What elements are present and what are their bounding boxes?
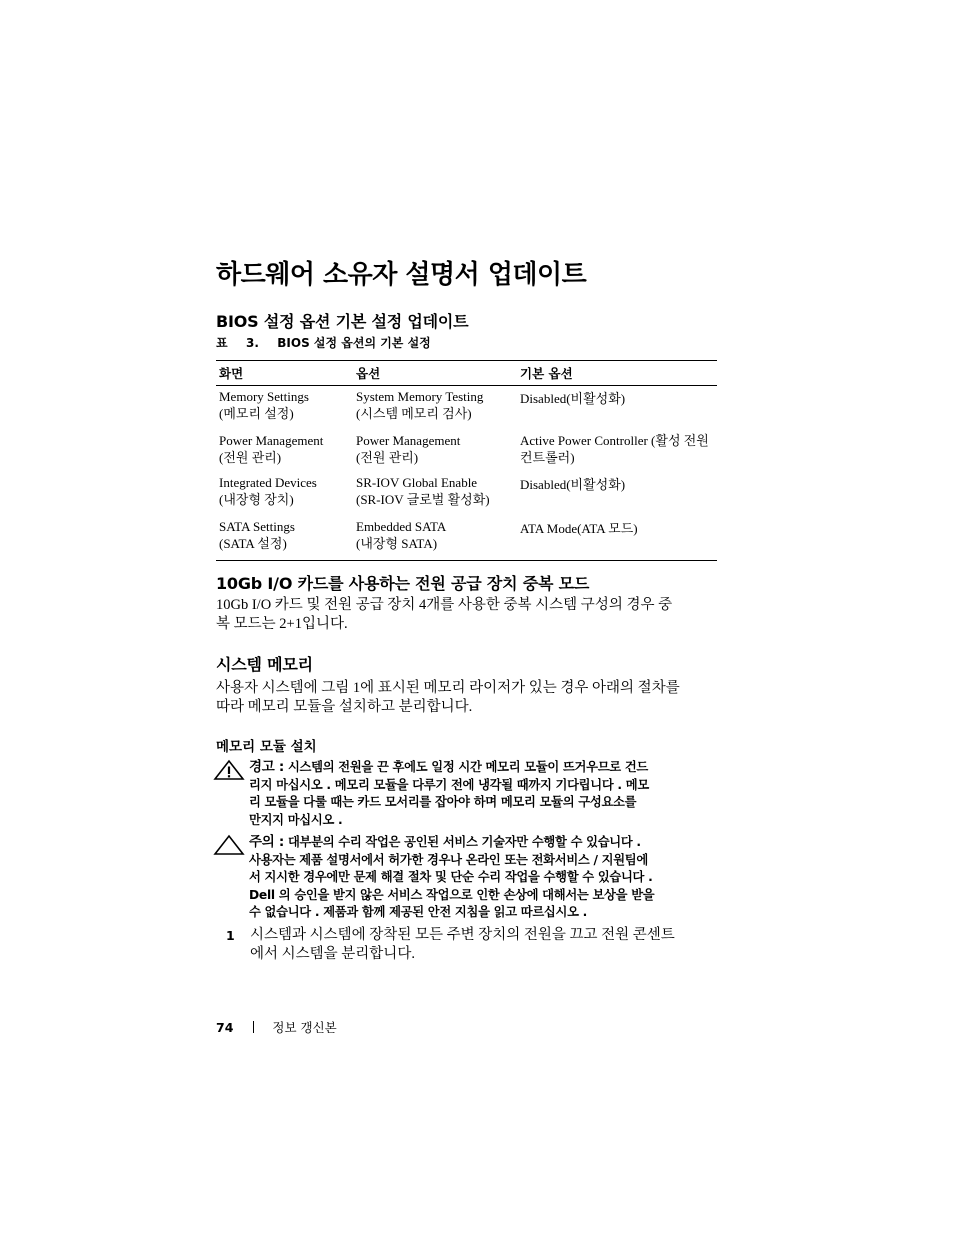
cell-option: System Memory Testing (시스템 메모리 검사) — [356, 389, 484, 421]
cell-default: Disabled(비활성화) — [520, 391, 626, 406]
table-row — [216, 386, 717, 431]
step-number: 1 — [226, 928, 235, 943]
table-label: 표 — [216, 336, 228, 350]
redundancy-section-heading: 10Gb I/O 카드를 사용하는 전원 공급 장치 중복 모드 — [216, 574, 590, 593]
memory-install-subheading: 메모리 모듈 설치 — [216, 739, 317, 755]
table-row — [216, 430, 717, 472]
cell-screen: Power Management (전원 관리) — [219, 433, 324, 465]
cell-option: Power Management (전원 관리) — [356, 433, 461, 465]
cell-option: SR-IOV Global Enable (SR-IOV 글로벌 활성화) — [356, 475, 490, 507]
caution-triangle-icon — [212, 834, 246, 856]
table-number: 3. — [245, 336, 259, 350]
footer-section-title: 정보 갱신본 — [272, 1020, 337, 1035]
column-header-option: 옵션 — [353, 361, 517, 386]
warning-label: 경고 : — [249, 759, 284, 775]
cell-screen: SATA Settings (SATA 설정) — [219, 519, 295, 551]
caution-label: 주의 : — [249, 834, 284, 850]
page-number: 74 — [216, 1020, 234, 1035]
bios-section-heading: BIOS 설정 옵션 기본 설정 업데이트 — [216, 312, 469, 331]
step-text: 시스템과 시스템에 장착된 모든 주변 장치의 전원을 끄고 전원 콘센트 에서 시스템을 분리합니다. — [250, 927, 675, 962]
cell-default: ATA Mode(ATA 모드) — [520, 521, 638, 536]
table-row — [216, 516, 717, 561]
bios-defaults-table — [216, 360, 717, 561]
memory-body-text: 사용자 시스템에 그림 1에 표시된 메모리 라이저가 있는 경우 아래의 절차를 따라 메모리 모듈을 설치하고 분리합니다. — [216, 680, 680, 715]
memory-section-heading: 시스템 메모리 — [216, 655, 313, 674]
column-header-default: 기본 옵션 — [517, 361, 717, 386]
page-footer — [216, 1018, 337, 1036]
warning-triangle-icon — [212, 759, 246, 781]
cell-screen: Integrated Devices (내장형 장치) — [219, 475, 317, 507]
table-caption — [216, 334, 431, 351]
redundancy-body-text: 10Gb I/O 카드 및 전원 공급 장치 4개를 사용한 중복 시스템 구성의 경우 중 복 모드는 2+1입니다. — [216, 597, 673, 632]
cell-screen: Memory Settings (메모리 설정) — [219, 389, 309, 421]
column-header-screen: 화면 — [216, 361, 353, 386]
table-title: BIOS 설정 옵션의 기본 설정 — [277, 336, 431, 350]
warning-text: 경고 : 시스템의 전원을 끈 후에도 일정 시간 메모리 모듈이 뜨거우므로 건드 리지 마십시오 . 메모리 모듈을 다루기 전에 냉각될 때까지 기다립니다 . 메모 리 모듈을 다룰 때는 카드 모서리를 잡아야 하며 메모리 모듈의 구성요소를 만지지 마십시오 . — [249, 759, 649, 827]
page-title: 하드웨어 소유자 설명서 업데이트 — [216, 260, 587, 290]
table-row — [216, 472, 717, 516]
cell-option: Embedded SATA (내장형 SATA) — [356, 519, 447, 551]
table-header-row — [216, 361, 717, 386]
cell-default: Active Power Controller (활성 전원 컨트롤러) — [520, 433, 709, 465]
footer-divider — [253, 1021, 254, 1033]
cell-default: Disabled(비활성화) — [520, 477, 626, 492]
caution-text: 주의 : 대부분의 수리 작업은 공인된 서비스 기술자만 수행할 수 있습니다 . 사용자는 제품 설명서에서 허가한 경우나 온라인 또는 전화서비스 / 지원팀에 서 지시한 경우에만 문제 해결 절차 및 단순 수리 작업을 수행할 수 있습니다 . Dell 의 승인을 받지 않은 서비스 작업으로 인한 손상에 대해서는 보상을 받을 수 없습니다 . 제품과 함께 제공된 안전 지침을 읽고 따르십시오 . — [249, 834, 655, 919]
